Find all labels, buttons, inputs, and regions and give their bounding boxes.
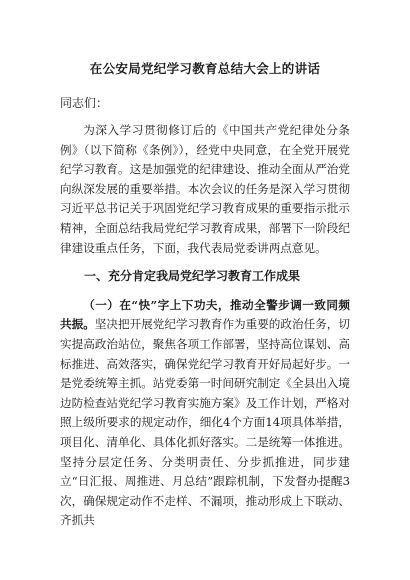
intro-paragraph: 为深入学习贯彻修订后的《中国共产党纪律处分条例》（以下简称《条例》），经党中央同意，在全党开展党纪学习教育。这是加强党的纪律建设、推动全面从严治党向纵深发展的重要举措。本次会议的任务是深入学习贯彻习近平总书记关于巩固党纪学习教育成果的重要指示批示精神，全面总结我局党纪学习教育成果，部署下一阶段纪律建设重点任务，下面，我代表局党委讲两点意见。: [60, 123, 350, 255]
subsection-paragraph-1: [60, 296, 350, 531]
section-heading-1: 一、充分肯定我局党纪学习教育工作成果: [84, 269, 301, 284]
document-title: 在公安局党纪学习教育总结大会上的讲话: [89, 61, 321, 76]
salutation: 同志们：: [60, 96, 109, 110]
subsection-lead: （一）在“快”字上下功夫，推动全警步调一致同频共振。: [60, 297, 350, 332]
subsection-body: 坚决把开展党纪学习教育作为重要的政治任务，切实提高政治站位，聚焦各项工作部署，坚持高位谋划、高标推进、高效落实，确保党纪学习教育开好局起好步。一是党委统筹主抓。站党委第一时间研究制定《全县出入境边防检查站党纪学习教育实施方案》及工作计划，严格对照上级所要求的规定动作，细化4个方面14项具体举措，项目化、清单化、具体化抓好落实。二是统筹一体推进。坚持分层定任务、分类明责任、分步抓推进，同步建立“日汇报、周推进、月总结”跟踪机制，下发督办提醒3次，确保规定动作不走样、不漏项，推动形成上下联动、齐抓共: [60, 317, 350, 528]
